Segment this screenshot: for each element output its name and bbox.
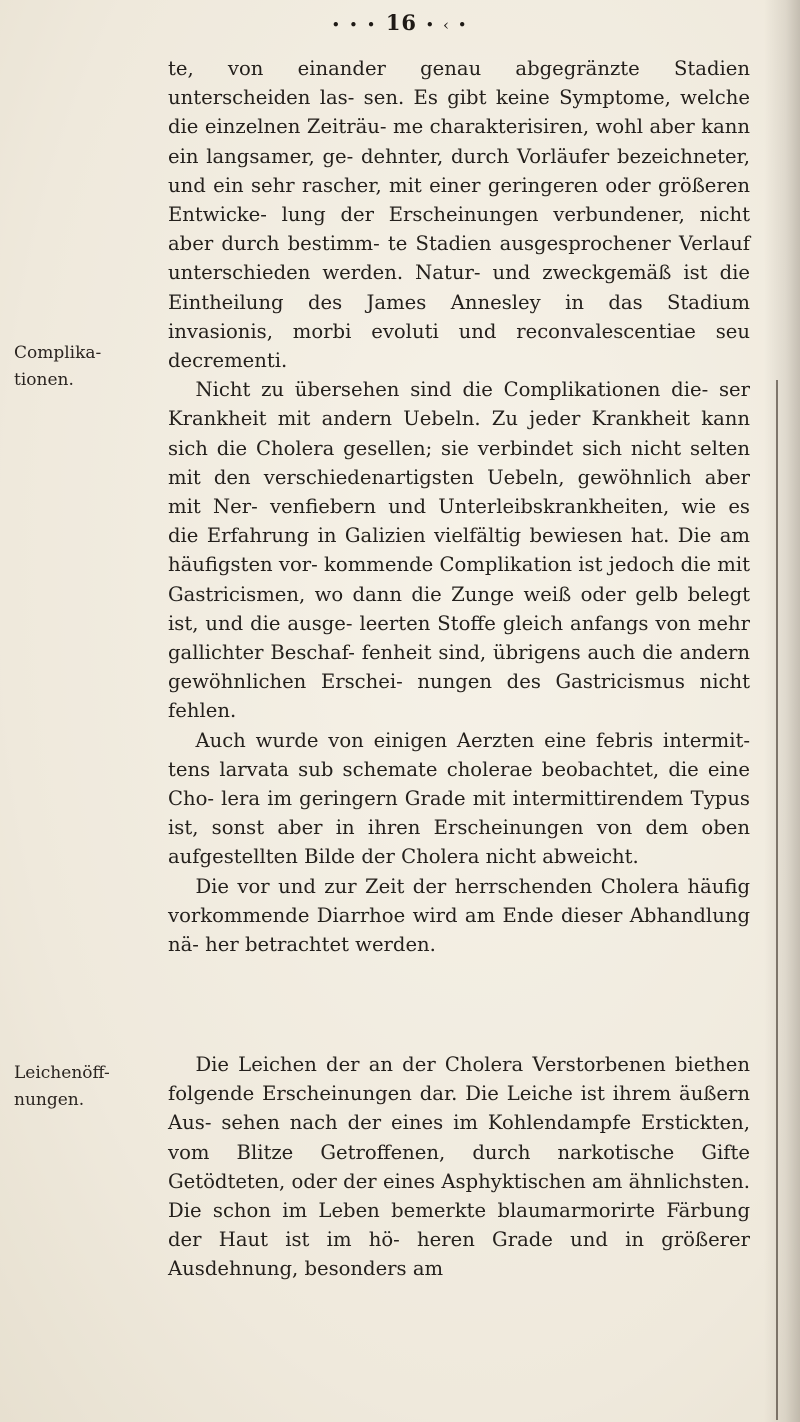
- paragraph-complications: Nicht zu übersehen sind die Complikationen die- ser Krankheit mit andern Uebeln. Zu jeder Krankheit kann sich die Cholera gesellen; sie verbindet sich nicht selten mit den verschiedenartigsten Uebeln, gewöhnlich aber mit Ner- venfiebern und Unterleibskrankheiten, wie es die Erfahrung in Galizien vielfältig bewiesen hat. Die am häufigsten vor- kommende Complikation ist jedoch die mit Gastricismen, wo dann die Zunge weiß oder gelb belegt ist, und die ausge- leerten Stoffe gleich anfangs von mehr gallichter Beschaf- fenheit sind, übrigens auch die andern gewöhnlichen Erschei- nungen des Gastricismus nicht fehlen.: [168, 378, 750, 723]
- paragraph-stages: te, von einander genau abgegränzte Stadien unterscheiden las- sen. Es gibt keine Symptome, welche die einzelnen Zeiträu- me charakterisiren, wohl aber kann ein langsamer, ge- dehnter, durch Vorläufer bezeichneter, und ein sehr rascher, mit einer geringeren oder größeren Entwicke- lung der Erscheinungen verbundener, nicht aber durch bestimm- te Stadien ausgesprochener Verlauf unterschieden werden. Natur- und zweckgemäß ist die Eintheilung des James Annesley in das Stadium invasionis, morbi evoluti und reconvalescentiae seu decrementi.: [168, 57, 750, 373]
- main-text-continued: [168, 1050, 750, 1284]
- main-text: [168, 54, 750, 959]
- page-header: [0, 10, 800, 35]
- page-edge-line: [776, 380, 778, 1420]
- paragraph-febris: Auch wurde von einigen Aerzten eine febris intermit- tens larvata sub schemate cholerae beobachtet, die eine Cho- lera im geringern Grade mit intermittirendem Typus ist, sonst aber in ihren Erscheinungen von dem oben aufgestellten Bilde der Cholera nicht abweicht.: [168, 728, 750, 869]
- header-right-ornament: • ‹ •: [425, 16, 469, 34]
- margin-note-autopsies: Leichenöff- nungen.: [14, 1063, 110, 1110]
- paragraph-diarrhoe: Die vor und zur Zeit der herrschenden Cholera häufig vorkommende Diarrhoe wird am Ende dieser Abhandlung nä- her betrachtet werden.: [168, 874, 750, 957]
- paragraph-autopsies: Die Leichen der an der Cholera Verstorbenen biethen folgende Erscheinungen dar. Die Leiche ist ihrem äußern Aus- sehen nach der eines im Kohlendampfe Erstickten, vom Blitze Getroffenen, durch narkotische Gifte Getödteten, oder der eines Asphyktischen am ähnlichsten. Die schon im Leben bemerkte blaumarmorirte Färbung der Haut ist im hö- heren Grade und in größerer Ausdehnung, besonders am: [168, 1053, 750, 1281]
- header-left-ornament: • • •: [331, 16, 378, 34]
- margin-note-complications: Complika- tionen.: [14, 343, 102, 390]
- page-number: 16: [385, 10, 418, 35]
- page-edge-shadow: [764, 0, 800, 1422]
